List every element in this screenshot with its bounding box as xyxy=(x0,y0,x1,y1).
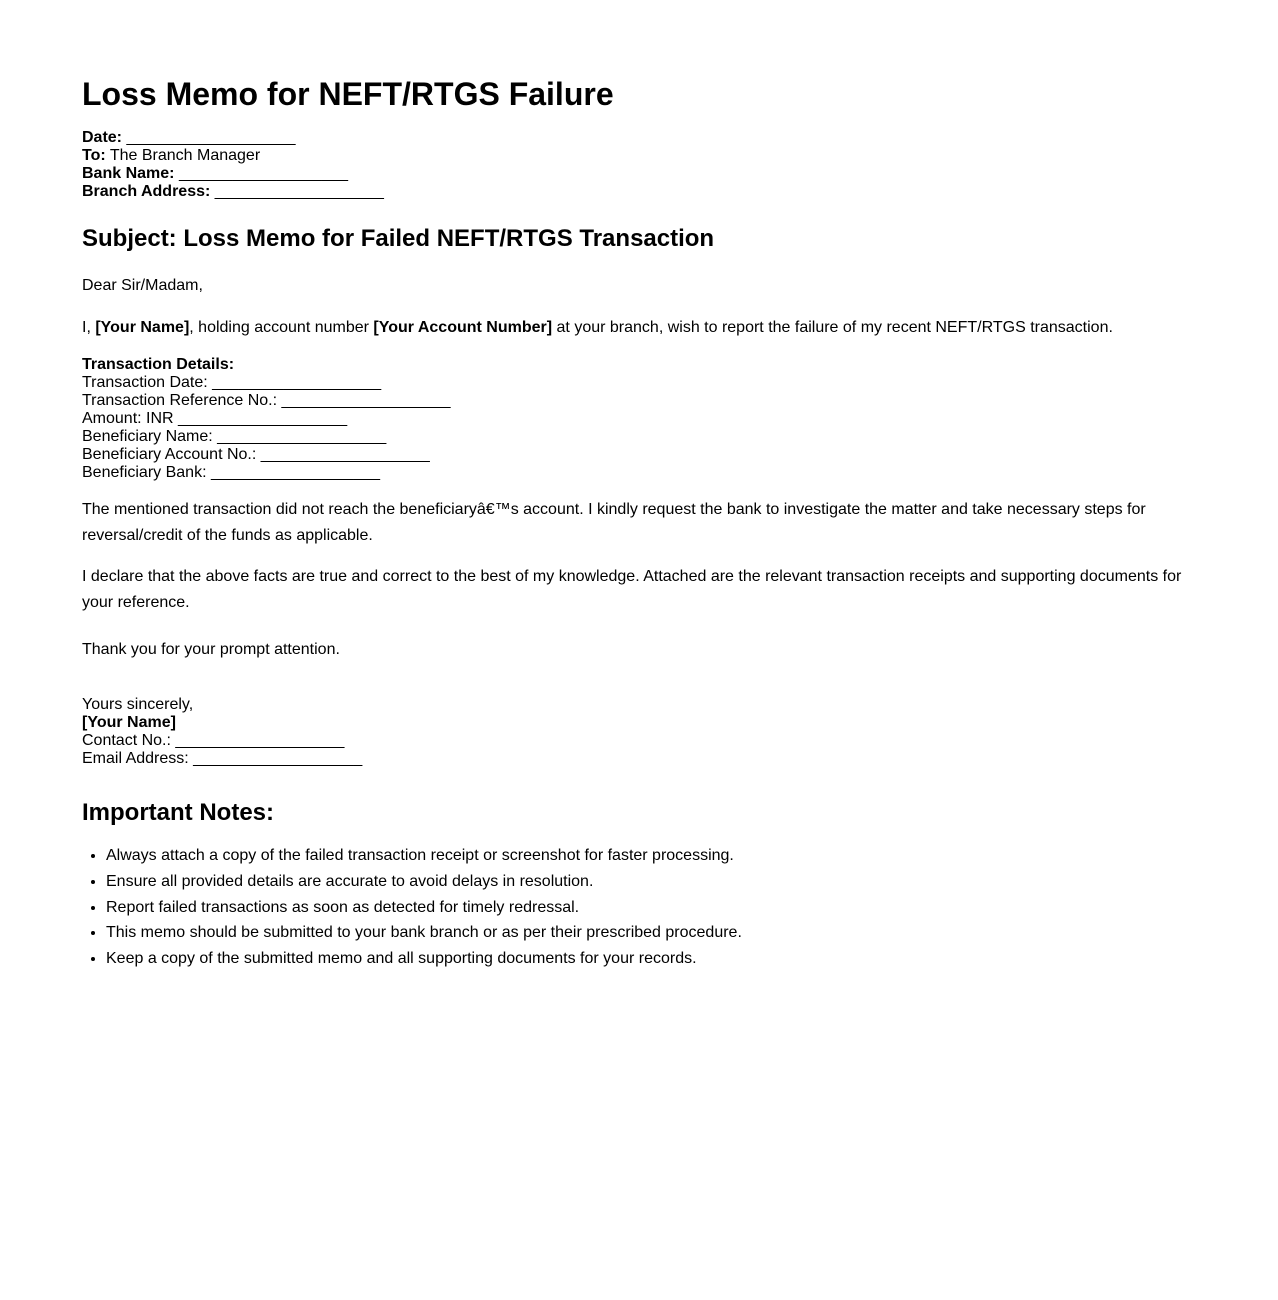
contact-line: Contact No.: ___________________ xyxy=(82,732,345,749)
header-fields xyxy=(82,129,384,201)
beneficiary-name-line: Beneficiary Name: ___________________ xyxy=(82,428,387,445)
branch-address-blank: ___________________ xyxy=(214,183,384,200)
list-item: • Report failed transactions as soon as detected for timely redressal. xyxy=(106,895,742,921)
intro-paragraph xyxy=(82,319,1113,337)
to-label: To: xyxy=(82,147,106,164)
list-item: • Always attach a copy of the failed transaction receipt or screenshot for faster processing. xyxy=(106,843,742,869)
notes-list xyxy=(82,843,742,972)
salutation xyxy=(82,277,203,295)
to-line xyxy=(82,147,384,165)
date-blank: ___________________ xyxy=(126,129,296,146)
transaction-details xyxy=(82,356,451,482)
beneficiary-account-line: Beneficiary Account No.: ___________________ xyxy=(82,446,430,463)
bank-name-line xyxy=(82,165,384,183)
thanks-line: Thank you for your prompt attention. xyxy=(82,641,340,658)
notes-heading: Important Notes: xyxy=(82,799,274,826)
request-paragraph: The mentioned transaction did not reach the beneficiaryâ€™s account. I kindly request the bank to investigate the matter and take necessary steps for reversal/credit of the funds as applicable. xyxy=(82,501,1146,544)
page-title: Loss Memo for NEFT/RTGS Failure xyxy=(82,76,614,112)
declaration-paragraph: I declare that the above facts are true and correct to the best of my knowledge. Attached are the relevant transaction receipts and supporting documents for your reference. xyxy=(82,568,1182,611)
intro-text-2: , holding account number xyxy=(189,319,369,336)
intro-text-1: I, xyxy=(82,319,91,336)
branch-address-line xyxy=(82,183,384,201)
transaction-date-line: Transaction Date: ___________________ xyxy=(82,374,382,391)
intro-text-3: at your branch, wish to report the failure of my recent NEFT/RTGS transaction. xyxy=(556,319,1113,336)
transaction-details-heading: Transaction Details: xyxy=(82,356,235,373)
email-line: Email Address: ___________________ xyxy=(82,750,363,767)
list-item: • Ensure all provided details are accurate to avoid delays in resolution. xyxy=(106,869,742,895)
branch-address-label: Branch Address: xyxy=(82,183,211,200)
transaction-reference-line: Transaction Reference No.: ___________________ xyxy=(82,392,451,409)
to-value: The Branch Manager xyxy=(109,147,261,164)
signature-name: [Your Name] xyxy=(82,714,176,731)
salutation-text: Dear Sir/Madam, xyxy=(82,277,203,294)
date-label: Date: xyxy=(82,129,123,146)
signature-block xyxy=(82,696,362,768)
beneficiary-bank-line: Beneficiary Bank: ___________________ xyxy=(82,464,381,481)
list-item: • This memo should be submitted to your bank branch or as per their prescribed procedure. xyxy=(106,920,742,946)
intro-name: [Your Name] xyxy=(95,319,190,336)
bank-name-label: Bank Name: xyxy=(82,165,175,182)
subject-heading: Subject: Loss Memo for Failed NEFT/RTGS Transaction xyxy=(82,225,715,252)
bank-name-blank: ___________________ xyxy=(178,165,349,182)
intro-account: [Your Account Number] xyxy=(373,319,553,336)
closing-line: Yours sincerely, xyxy=(82,696,194,713)
date-line xyxy=(82,129,384,147)
list-item: • Keep a copy of the submitted memo and all supporting documents for your records. xyxy=(106,946,742,972)
amount-line: Amount: INR ___________________ xyxy=(82,410,348,427)
